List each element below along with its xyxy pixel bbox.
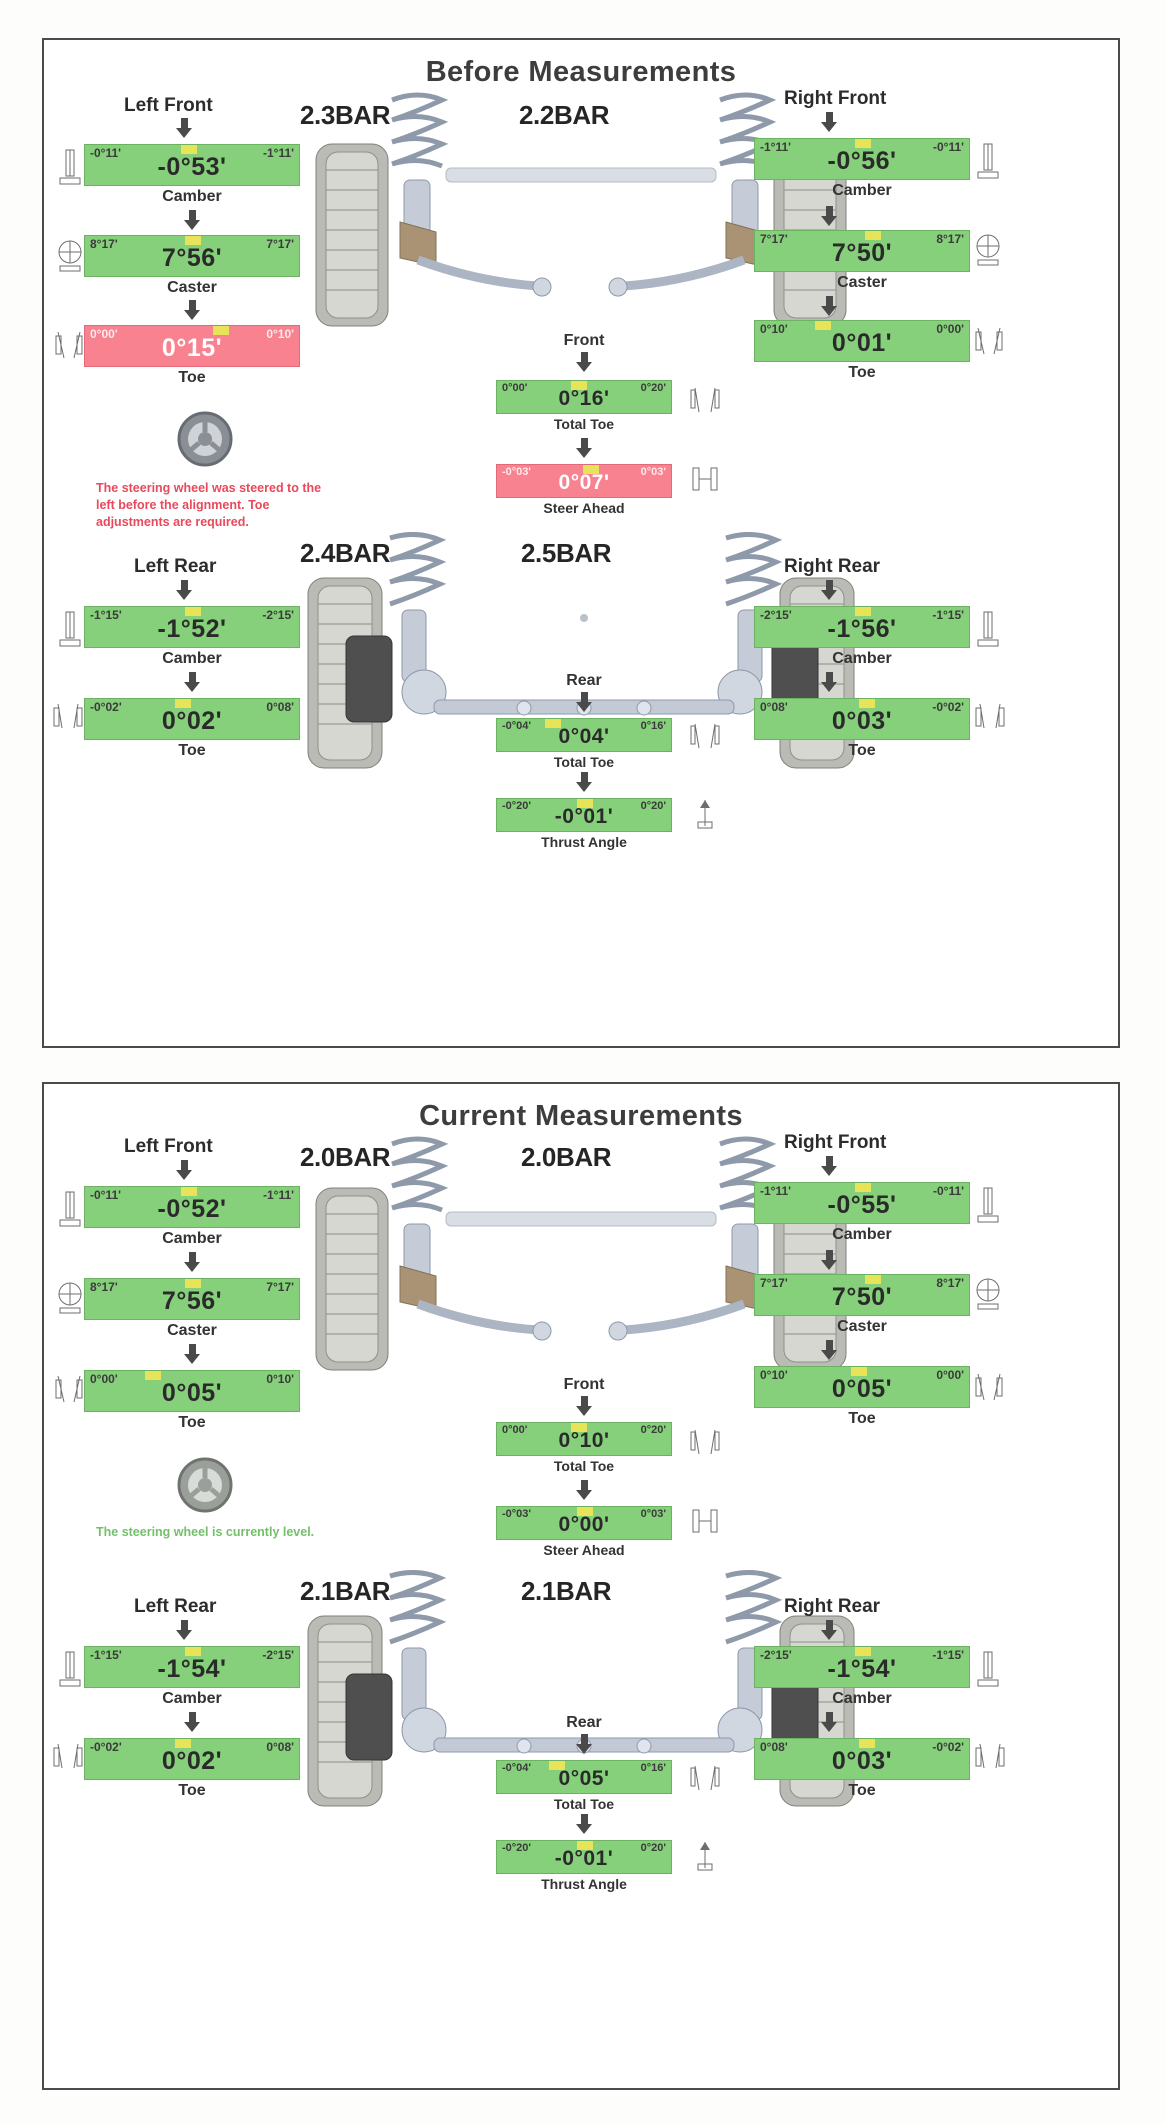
corner-title-right-front: Right Front	[784, 88, 887, 109]
meas-front-total-toe	[496, 380, 672, 432]
caster-gauge-icon	[974, 232, 1002, 266]
meas-bar	[496, 464, 672, 498]
toe-gauge-icon	[974, 700, 1006, 734]
meas-label: Toe	[848, 1410, 876, 1427]
meas-value: -1°52'	[157, 615, 227, 643]
section-before-measurements	[42, 38, 1120, 1048]
meas-bar	[754, 606, 970, 648]
meas-value: -0°52'	[157, 1195, 227, 1223]
meas-label: Camber	[832, 182, 892, 199]
meas-max: -1°15'	[932, 608, 964, 622]
corner-title-left-front: Left Front	[124, 1136, 213, 1157]
meas-value: 0°02'	[161, 1747, 223, 1775]
camber-gauge-icon	[976, 1186, 1000, 1226]
meas-max: -1°15'	[932, 1648, 964, 1662]
meas-bar	[496, 1760, 672, 1794]
meas-value: 0°03'	[831, 1747, 893, 1775]
corner-title-right-rear: Right Rear	[784, 1596, 881, 1617]
meas-max: 0°20'	[640, 382, 666, 394]
meas-max: 8°17'	[936, 1276, 964, 1290]
pressure-right-rear: 2.1BAR	[521, 1576, 612, 1606]
meas-left-front-toe	[84, 1370, 300, 1432]
meas-label: Camber	[162, 650, 222, 667]
meas-bar	[84, 235, 300, 277]
meas-label: Steer Ahead	[543, 500, 625, 516]
meas-label: Toe	[178, 1782, 206, 1799]
meas-min: 0°08'	[760, 700, 788, 714]
meas-front-steer-ahead	[496, 464, 672, 516]
meas-bar	[84, 1186, 300, 1228]
meas-left-front-caster	[84, 235, 300, 297]
meas-value: -0°53'	[157, 153, 227, 181]
meas-bar	[754, 320, 970, 362]
total-toe-icon	[689, 1426, 721, 1458]
meas-label: Total Toe	[553, 754, 615, 770]
meas-right-front-caster	[754, 1274, 970, 1336]
meas-label: Caster	[837, 1318, 887, 1335]
arrow-icon	[799, 672, 859, 692]
meas-bar	[496, 798, 672, 832]
meas-max: -1°11'	[262, 146, 294, 160]
meas-label: Total Toe	[553, 1796, 615, 1812]
meas-max: 0°10'	[266, 1372, 294, 1386]
steer-ahead-icon	[689, 464, 721, 496]
meas-min: 8°17'	[90, 1280, 118, 1294]
meas-min: -2°15'	[760, 608, 792, 622]
meas-bar	[496, 718, 672, 752]
meas-bar	[84, 1370, 300, 1412]
arrow-icon	[154, 118, 214, 138]
meas-bar	[84, 144, 300, 186]
meas-label: Caster	[167, 1322, 217, 1339]
arrow-icon	[799, 206, 859, 226]
meas-value: 7°50'	[831, 239, 893, 267]
meas-min: 0°10'	[760, 322, 788, 336]
arrow-icon	[514, 1814, 654, 1834]
arrow-icon	[514, 1396, 654, 1416]
meas-value: 0°16'	[558, 387, 610, 410]
steer-ahead-icon	[689, 1506, 721, 1538]
total-toe-icon	[689, 384, 721, 416]
meas-right-rear-camber	[754, 606, 970, 668]
meas-min: 0°08'	[760, 1740, 788, 1754]
meas-bar	[754, 1646, 970, 1688]
section-title: Before Measurements	[425, 56, 737, 88]
meas-right-front-caster	[754, 230, 970, 292]
section-current-measurements	[42, 1082, 1120, 2090]
caster-gauge-icon	[56, 1280, 84, 1314]
meas-label: Camber	[162, 1690, 222, 1707]
meas-rear-total-toe	[496, 718, 672, 770]
meas-bar	[754, 1738, 970, 1780]
camber-gauge-icon	[58, 1190, 82, 1230]
meas-label: Total Toe	[553, 1458, 615, 1474]
meas-bar	[754, 698, 970, 740]
meas-max: -2°15'	[262, 1648, 294, 1662]
meas-left-rear-camber	[84, 1646, 300, 1708]
meas-min: 0°00'	[502, 1424, 528, 1436]
meas-value: -1°54'	[157, 1655, 227, 1683]
meas-min: -0°20'	[502, 1842, 532, 1854]
meas-thrust-angle	[496, 1840, 672, 1892]
arrow-icon	[799, 296, 859, 316]
meas-value: 0°00'	[558, 1513, 610, 1536]
meas-left-rear-toe	[84, 698, 300, 760]
arrow-icon	[154, 1160, 214, 1180]
meas-right-front-toe	[754, 320, 970, 382]
camber-gauge-icon	[58, 148, 82, 188]
meas-label: Caster	[167, 279, 217, 296]
arrow-icon	[154, 1620, 214, 1640]
meas-min: -0°11'	[90, 1188, 122, 1202]
meas-left-front-camber	[84, 1186, 300, 1248]
meas-max: 0°20'	[640, 800, 666, 812]
meas-value: 7°50'	[831, 1283, 893, 1311]
meas-min: 0°00'	[90, 327, 118, 341]
meas-front-total-toe	[496, 1422, 672, 1474]
meas-right-rear-camber	[754, 1646, 970, 1708]
meas-max: -0°11'	[932, 140, 964, 154]
meas-min: 8°17'	[90, 237, 118, 251]
meas-front-steer-ahead	[496, 1506, 672, 1558]
arrow-icon	[799, 580, 859, 600]
meas-value: 0°05'	[831, 1375, 893, 1403]
meas-rear-total-toe	[496, 1760, 672, 1812]
meas-bar	[496, 1422, 672, 1456]
corner-title-right-front: Right Front	[784, 1132, 887, 1153]
meas-value: 7°56'	[161, 1287, 223, 1315]
meas-left-rear-toe	[84, 1738, 300, 1800]
meas-bar	[754, 230, 970, 272]
meas-max: -0°02'	[932, 1740, 964, 1754]
meas-value: 0°01'	[831, 329, 893, 357]
meas-label: Toe	[848, 1782, 876, 1799]
meas-min: -1°15'	[90, 1648, 122, 1662]
meas-max: 8°17'	[936, 232, 964, 246]
meas-bar	[84, 1738, 300, 1780]
meas-left-front-caster	[84, 1278, 300, 1340]
meas-right-rear-toe	[754, 1738, 970, 1800]
corner-title-left-rear: Left Rear	[134, 1596, 217, 1617]
toe-gauge-icon	[52, 1740, 84, 1774]
meas-max: 0°10'	[266, 327, 294, 341]
meas-label: Camber	[162, 1230, 222, 1247]
meas-min: 0°10'	[760, 1368, 788, 1382]
meas-bar	[496, 380, 672, 414]
meas-min: -0°04'	[502, 1762, 532, 1774]
meas-label: Thrust Angle	[541, 1876, 627, 1892]
meas-max: -1°11'	[262, 1188, 294, 1202]
center-rear-label: Rear	[566, 1714, 602, 1731]
meas-thrust-angle	[496, 798, 672, 850]
meas-max: 0°00'	[936, 322, 964, 336]
meas-max: 0°16'	[640, 1762, 666, 1774]
pressure-left-rear: 2.4BAR	[300, 538, 391, 568]
toe-gauge-icon	[54, 1372, 84, 1406]
pressure-left-rear: 2.1BAR	[300, 1576, 391, 1606]
meas-right-front-camber	[754, 138, 970, 200]
arrow-icon	[514, 1480, 654, 1500]
thrust-angle-icon	[692, 798, 718, 830]
meas-max: -0°11'	[932, 1184, 964, 1198]
meas-min: -1°11'	[760, 140, 792, 154]
meas-min: -1°11'	[760, 1184, 792, 1198]
camber-gauge-icon	[58, 610, 82, 650]
meas-min: 0°00'	[502, 382, 528, 394]
meas-min: 0°00'	[90, 1372, 118, 1386]
meas-left-rear-camber	[84, 606, 300, 668]
meas-label: Steer Ahead	[543, 1542, 625, 1558]
center-front-label: Front	[563, 1376, 605, 1393]
meas-label: Toe	[178, 742, 206, 759]
meas-max: -0°02'	[932, 700, 964, 714]
meas-label: Toe	[848, 742, 876, 759]
arrow-icon	[799, 1250, 859, 1270]
corner-title-left-rear: Left Rear	[134, 556, 217, 577]
arrow-icon	[514, 772, 654, 792]
arrow-icon	[799, 112, 859, 132]
center-rear-label: Rear	[566, 672, 602, 689]
meas-value: 0°05'	[558, 1767, 610, 1790]
meas-label: Toe	[178, 369, 206, 386]
meas-right-front-camber	[754, 1182, 970, 1244]
meas-value: 0°15'	[161, 334, 223, 362]
camber-gauge-icon	[58, 1650, 82, 1690]
total-toe-icon	[689, 1762, 721, 1794]
meas-value: -0°01'	[554, 805, 614, 828]
meas-min: -0°20'	[502, 800, 532, 812]
meas-value: -1°56'	[827, 615, 897, 643]
meas-max: 0°20'	[640, 1842, 666, 1854]
steering-wheel-icon	[176, 410, 234, 468]
meas-bar	[84, 325, 300, 367]
meas-value: 0°03'	[831, 707, 893, 735]
toe-gauge-icon	[974, 1740, 1006, 1774]
arrow-icon	[514, 692, 654, 712]
toe-gauge-icon	[974, 1370, 1004, 1404]
toe-gauge-icon	[54, 328, 84, 362]
arrow-icon	[162, 210, 222, 230]
caster-gauge-icon	[974, 1276, 1002, 1310]
arrow-icon	[799, 1340, 859, 1360]
meas-min: 7°17'	[760, 1276, 788, 1290]
meas-bar	[84, 1646, 300, 1688]
meas-max: 0°03'	[640, 466, 666, 478]
meas-right-rear-toe	[754, 698, 970, 760]
meas-max: 0°03'	[640, 1508, 666, 1520]
arrow-icon	[154, 580, 214, 600]
meas-right-front-toe	[754, 1366, 970, 1428]
meas-min: -0°03'	[502, 466, 532, 478]
meas-min: -0°11'	[90, 146, 122, 160]
arrow-icon	[162, 1252, 222, 1272]
meas-value: 0°10'	[558, 1429, 610, 1452]
meas-value: -0°01'	[554, 1847, 614, 1870]
thrust-angle-icon	[692, 1840, 718, 1872]
meas-min: -2°15'	[760, 1648, 792, 1662]
meas-label: Toe	[178, 1414, 206, 1431]
arrow-icon	[514, 352, 654, 372]
meas-bar	[84, 698, 300, 740]
pressure-right-front: 2.2BAR	[519, 100, 610, 130]
meas-max: 0°08'	[266, 1740, 294, 1754]
toe-gauge-icon	[52, 700, 84, 734]
camber-gauge-icon	[976, 1650, 1000, 1690]
pressure-right-rear: 2.5BAR	[521, 538, 612, 568]
meas-max: 0°00'	[936, 1368, 964, 1382]
meas-label: Camber	[162, 188, 222, 205]
meas-label: Camber	[832, 1690, 892, 1707]
meas-min: -0°02'	[90, 700, 122, 714]
pressure-left-front: 2.3BAR	[300, 100, 391, 130]
meas-label: Total Toe	[553, 416, 615, 432]
arrow-icon	[799, 1156, 859, 1176]
meas-bar	[754, 1366, 970, 1408]
arrow-icon	[514, 438, 654, 458]
meas-bar	[496, 1506, 672, 1540]
meas-value: 0°07'	[558, 471, 610, 494]
meas-min: -0°02'	[90, 1740, 122, 1754]
meas-value: -0°56'	[827, 147, 897, 175]
camber-gauge-icon	[976, 610, 1000, 650]
section-title: Current Measurements	[419, 1100, 743, 1132]
meas-label: Camber	[832, 1226, 892, 1243]
meas-value: 0°04'	[558, 725, 610, 748]
pressure-right-front: 2.0BAR	[521, 1142, 612, 1172]
meas-max: 0°08'	[266, 700, 294, 714]
meas-bar	[754, 1274, 970, 1316]
meas-max: 7°17'	[266, 1280, 294, 1294]
arrow-icon	[799, 1712, 859, 1732]
arrow-icon	[162, 1344, 222, 1364]
steering-wheel-icon	[176, 1456, 234, 1514]
meas-label: Thrust Angle	[541, 834, 627, 850]
toe-gauge-icon	[974, 324, 1004, 358]
meas-bar	[84, 1278, 300, 1320]
meas-min: -0°04'	[502, 720, 532, 732]
arrow-icon	[799, 1620, 859, 1640]
meas-value: 0°05'	[161, 1379, 223, 1407]
arrow-icon	[162, 672, 222, 692]
pressure-left-front: 2.0BAR	[300, 1142, 391, 1172]
meas-value: -1°54'	[827, 1655, 897, 1683]
meas-min: -1°15'	[90, 608, 122, 622]
meas-max: 7°17'	[266, 237, 294, 251]
arrow-icon	[162, 1712, 222, 1732]
meas-label: Camber	[832, 650, 892, 667]
arrow-icon	[514, 1734, 654, 1754]
meas-min: -0°03'	[502, 1508, 532, 1520]
meas-left-front-toe	[84, 325, 300, 387]
meas-max: 0°16'	[640, 720, 666, 732]
meas-bar	[84, 606, 300, 648]
camber-gauge-icon	[976, 142, 1000, 182]
meas-value: 7°56'	[161, 244, 223, 272]
meas-bar	[754, 138, 970, 180]
meas-label: Toe	[848, 364, 876, 381]
steering-wheel-note: The steering wheel is currently level.	[96, 1525, 315, 1539]
meas-value: -0°55'	[827, 1191, 897, 1219]
center-front-label: Front	[563, 332, 605, 349]
meas-label: Caster	[837, 274, 887, 291]
meas-left-front-camber	[84, 144, 300, 206]
caster-gauge-icon	[56, 238, 84, 272]
meas-max: -2°15'	[262, 608, 294, 622]
corner-title-left-front: Left Front	[124, 95, 213, 116]
meas-max: 0°20'	[640, 1424, 666, 1436]
corner-title-right-rear: Right Rear	[784, 556, 881, 577]
meas-min: 7°17'	[760, 232, 788, 246]
arrow-icon	[162, 300, 222, 320]
total-toe-icon	[689, 720, 721, 752]
meas-value: 0°02'	[161, 707, 223, 735]
meas-bar	[754, 1182, 970, 1224]
steering-wheel-note: The steering wheel was steered to the left before the alignment. Toe adjustments are required.	[96, 481, 322, 529]
meas-bar	[496, 1840, 672, 1874]
